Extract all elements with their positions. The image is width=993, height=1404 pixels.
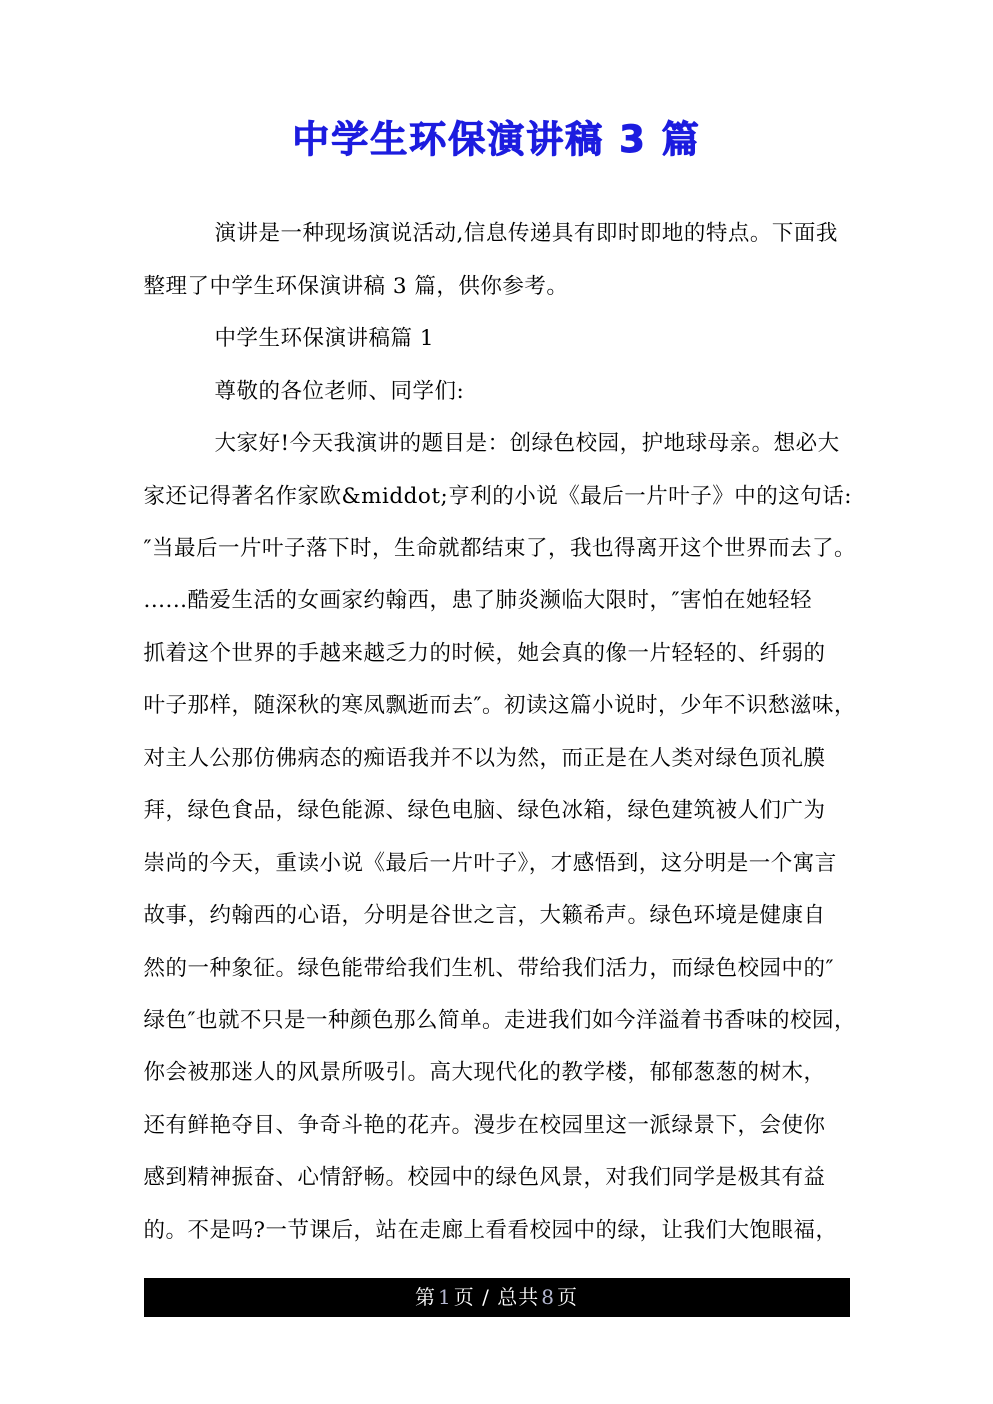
text-line: 叶子那样，随深秋的寒凤飘逝而去″。初读这篇小说时，少年不识愁滋味， (143, 693, 857, 719)
text-line: 中学生环保演讲稿篇 1 (214, 326, 435, 352)
footer-prefix: 第 (415, 1285, 437, 1310)
text-line: 拜，绿色食品，绿色能源、绿色电脑、绿色冰箱，绿色建筑被人们广为 (143, 798, 826, 824)
text-line: 演讲是一种现场演说活动,信息传递具有即时即地的特点。下面我 (214, 221, 838, 247)
text-line: 感到精神振奋、心情舒畅。校园中的绿色风景，对我们同学是极其有益 (143, 1165, 826, 1191)
text-line: 然的一种象征。绿色能带给我们生机、带给我们活力，而绿色校园中的″ (143, 955, 835, 981)
document-body (143, 208, 857, 1257)
text-line: 你会被那迷人的风景所吸引。高大现代化的教学楼，郁郁葱葱的树木， (143, 1060, 826, 1086)
text-line: 还有鲜艳夺目、争奇斗艳的花卉。漫步在校园里这一派绿景下，会使你 (143, 1112, 826, 1138)
text-line: ″当最后一片叶子落下时，生命就都结束了，我也得离开这个世界而去了。 (143, 536, 857, 562)
text-line: 抓着这个世界的手越来越乏力的时候，她会真的像一片轻轻的、纤弱的 (143, 640, 826, 666)
page-footer (144, 1278, 850, 1317)
text-line: ......酷爱生活的女画家约翰西，患了肺炎濒临大限时，″害怕在她轻轻 (143, 588, 813, 614)
text-line: 绿色″也就不只是一种颜色那么简单。走进我们如今洋溢着书香味的校园， (143, 1007, 857, 1033)
footer-suffix: 页 (556, 1285, 578, 1310)
document-title: 中学生环保演讲稿 3 篇 (292, 118, 701, 161)
text-line: 整理了中学生环保演讲稿 3 篇，供你参考。 (143, 273, 569, 299)
text-line: 崇尚的今天，重读小说《最后一片叶子》，才感悟到，这分明是一个寓言 (143, 850, 837, 876)
text-line: 家还记得著名作家欧&middot;亨利的小说《最后一片叶子》中的这句话: (143, 483, 853, 509)
text-line: 对主人公那仿佛病态的痴语我并不以为然，而正是在人类对绿色顶礼膜 (143, 745, 826, 771)
text-line: 尊敬的各位老师、同学们: (214, 378, 465, 404)
footer-total-pages: 8 (541, 1285, 555, 1310)
text-line: 的。不是吗?一节课后，站在走廊上看看校园中的绿，让我们大饱眼福， (143, 1217, 838, 1243)
footer-page-number: 1 (438, 1285, 452, 1310)
text-line: 大家好!今天我演讲的题目是：创绿色校园，护地球母亲。想必大 (214, 431, 840, 457)
footer-middle: 页 / 总共 (453, 1285, 540, 1310)
text-line: 故事，约翰西的心语，分明是谷世之言，大籁希声。绿色环境是健康自 (143, 903, 826, 929)
